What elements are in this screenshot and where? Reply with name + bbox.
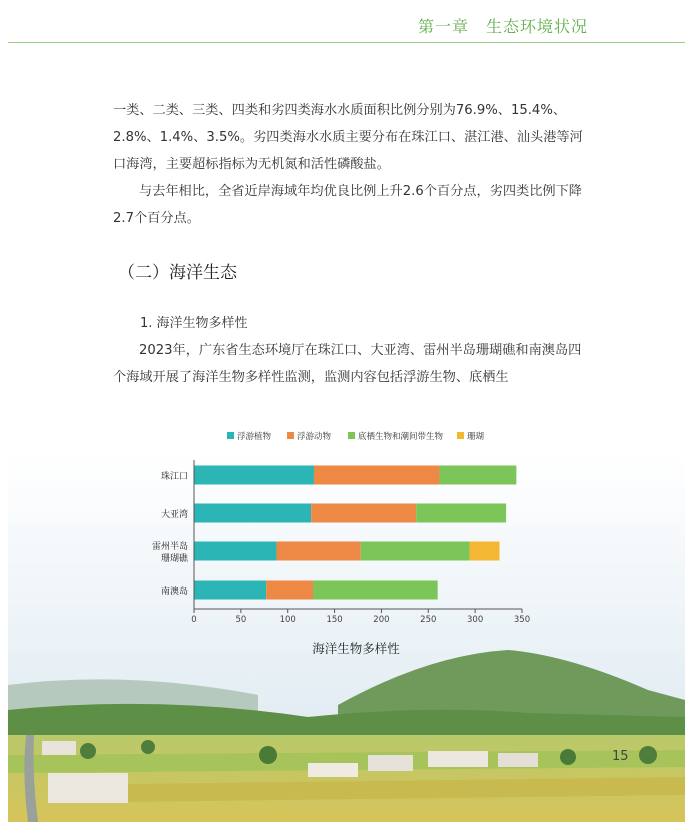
category-label-line: 南澳岛	[160, 587, 188, 597]
paragraph-comparison: 与去年相比，全省近岸海域年均优良比例上升2.6个百分点，劣四类比例下降2.7个百分点。	[113, 184, 582, 226]
category-label	[161, 470, 188, 482]
legend-label: 珊瑚	[467, 432, 485, 442]
bar-3-series-3	[361, 542, 470, 561]
category-label	[152, 540, 189, 564]
paragraph-biodiversity: 2023年，广东省生态环境厅在珠江口、大亚湾、雷州半岛珊瑚礁和南澳岛四个海域开展了海洋生物多样性监测，监测内容包括浮游生物、底栖生	[113, 343, 582, 385]
legend-label: 底栖生物和潮间带生物	[358, 432, 444, 442]
category-label-line: 珠江口	[160, 472, 188, 482]
x-tick-label: 50	[235, 615, 247, 625]
bar-3-series-4	[470, 542, 500, 561]
bar-2-series-1	[194, 504, 311, 523]
x-tick-label: 200	[373, 615, 390, 625]
legend-swatch	[287, 432, 294, 439]
bar-3-series-2	[276, 542, 360, 561]
category-label-line: 大亚湾	[160, 510, 188, 520]
bar-4-series-2	[266, 581, 313, 600]
sub-heading: 1. 海洋生物多样性	[140, 316, 248, 331]
legend-label: 浮游植物	[237, 432, 272, 442]
chapter-title: 第一章 生态环境状况	[417, 17, 588, 36]
category-label	[161, 508, 188, 520]
bar-4-series-3	[313, 581, 438, 600]
section-heading: （二）海洋生态	[118, 263, 237, 283]
bar-2-series-2	[311, 504, 416, 523]
bar-4-series-1	[194, 581, 266, 600]
chart-plot	[152, 460, 530, 625]
paragraph-water-quality: 一类、二类、三类、四类和劣四类海水水质面积比例分别为76.9%、15.4%、2.8%、1.4%、3.5%。劣四类海水水质主要分布在珠江口、湛江港、汕头港等河口海湾，主要超标指标为无机氮和活性磷酸盐。	[113, 103, 583, 172]
x-tick-label: 100	[279, 615, 296, 625]
bar-1-series-2	[314, 466, 440, 485]
x-tick-label: 300	[467, 615, 484, 625]
x-tick-label: 150	[326, 615, 343, 625]
x-tick-label: 0	[191, 615, 197, 625]
bar-3-series-1	[194, 542, 276, 561]
x-tick-label: 350	[513, 615, 531, 625]
bar-1-series-1	[194, 466, 314, 485]
category-label-line: 珊瑚礁	[160, 554, 188, 564]
legend-swatch	[227, 432, 234, 439]
page-number: 15	[612, 749, 629, 764]
bar-1-series-3	[440, 466, 517, 485]
category-label	[161, 585, 188, 597]
x-tick-label: 250	[420, 615, 437, 625]
legend-swatch	[457, 432, 464, 439]
bar-2-series-3	[416, 504, 506, 523]
chart-title: 海洋生物多样性	[312, 641, 400, 656]
chart-legend	[227, 431, 485, 442]
legend-label: 浮游动物	[297, 432, 332, 442]
category-label-line: 雷州半岛	[151, 542, 188, 552]
legend-swatch	[348, 432, 355, 439]
